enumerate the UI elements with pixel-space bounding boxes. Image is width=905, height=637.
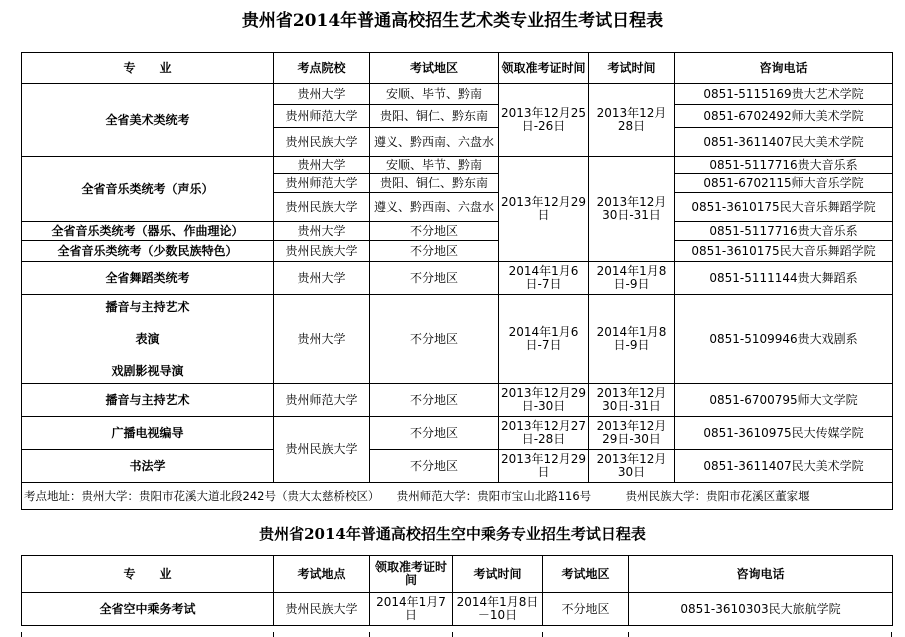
exam-time-cell: 2014年1月8日-9日 [589,295,675,384]
table-row [22,262,893,295]
region-cell: 安顺、毕节、黔南 [370,84,499,105]
region-cell: 贵阳、铜仁、黔东南 [370,174,499,193]
exam-time-cell: 2013年12月28日 [589,84,675,157]
header-phone: 咨询电话 [629,556,893,593]
ticket-time-cell: 2014年1月6日-7日 [499,262,589,295]
phone-cell: 0851-6700795师大文学院 [675,384,893,417]
region-cell: 不分地区 [370,262,499,295]
region-cell: 不分地区 [370,450,499,483]
exam-time-cell: 2014年1月8日－10日 [453,593,543,626]
header-school: 考点院校 [274,53,370,84]
school-cell: 贵州民族大学 [274,193,370,222]
region-cell: 安顺、毕节、黔南 [370,157,499,174]
region-cell: 遵义、黔西南、六盘水 [370,128,499,157]
region-cell: 不分地区 [370,295,499,384]
ticket-time-cell: 2013年12月29日 [499,157,589,262]
header-region: 考试地区 [370,53,499,84]
phone-cell: 0851-6702492师大美术学院 [675,105,893,128]
region-cell: 不分地区 [370,222,499,241]
table-row [22,157,893,174]
major-cell: 播音与主持艺术 [22,384,274,417]
school-cell: 贵州大学 [274,262,370,295]
major-cell: 全省音乐类统考（少数民族特色） [22,241,274,262]
major-line: 播音与主持艺术 [105,300,190,314]
exam-time-cell: 2013年12月30日-31日 [589,384,675,417]
phone-cell: 0851-6702115师大音乐学院 [675,174,893,193]
phone-cell: 0851-3610175民大音乐舞蹈学院 [675,193,893,222]
header-place: 考试地点 [274,556,370,593]
school-cell: 贵州大学 [274,157,370,174]
school-cell: 贵州师范大学 [274,384,370,417]
major-cell: 全省音乐类统考（声乐） [22,157,274,222]
school-cell: 贵州师范大学 [274,105,370,128]
exam-time-cell: 2013年12月29日-30日 [589,417,675,450]
table-row [22,241,893,262]
phone-cell: 0851-3610975民大传媒学院 [675,417,893,450]
region-cell: 遵义、黔西南、六盘水 [370,193,499,222]
ticket-time-cell: 2014年1月7日 [370,593,453,626]
sub-title: 贵州省2014年普通高校招生空中乘务专业招生考试日程表 [259,525,646,543]
school-cell: 贵州师范大学 [274,174,370,193]
school-cell: 贵州大学 [274,222,370,241]
ticket-time-cell: 2013年12月29日 [499,450,589,483]
header-exam-time: 考试时间 [589,53,675,84]
major-cell: 书法学 [22,450,274,483]
region-cell: 贵阳、铜仁、黔东南 [370,105,499,128]
art-schedule-table [21,52,893,510]
exam-time-cell: 2013年12月30日 [589,450,675,483]
major-cell: 全省舞蹈类统考 [22,262,274,295]
header-ticket-time: 领取准考证时间 [499,53,589,84]
region-cell: 不分地区 [370,384,499,417]
ticket-time-cell: 2014年1月6日-7日 [499,295,589,384]
school-cell: 贵州民族大学 [274,241,370,262]
phone-cell: 0851-5111144贵大舞蹈系 [675,262,893,295]
school-cell: 贵州大学 [274,84,370,105]
page-title: 贵州省2014年普通高校招生艺术类专业招生考试日程表 [241,11,664,31]
exam-time-cell: 2013年12月30日-31日 [589,157,675,262]
phone-cell: 0851-3611407民大美术学院 [675,128,893,157]
region-cell: 不分地区 [370,241,499,262]
flight-attendant-table [21,555,893,626]
school-cell: 贵州民族大学 [274,417,370,483]
table-header-row [22,53,893,84]
exam-time-cell: 2014年1月8日-9日 [589,262,675,295]
header-major: 专 业 [22,556,274,593]
table-row [22,295,893,384]
table-row [22,222,893,241]
cropped-table-edge [0,629,905,637]
phone-cell: 0851-5117716贵大音乐系 [675,157,893,174]
address-note-row [22,483,893,510]
region-cell: 不分地区 [370,417,499,450]
phone-cell: 0851-5109946贵大戏剧系 [675,295,893,384]
table-row [22,417,893,450]
address-note: 考点地址：贵州大学：贵阳市花溪大道北段242号（贵大太慈桥校区） 贵州师范大学：贵阳市宝山北路116号 贵州民族大学：贵阳市花溪区董家堰 [22,483,893,510]
place-cell: 贵州民族大学 [274,593,370,626]
major-cell-combined [22,295,274,384]
header-ticket-time: 领取准考证时间 [370,556,453,593]
table-row [22,384,893,417]
phone-cell: 0851-3610303民大旅航学院 [629,593,893,626]
major-cell: 全省美术类统考 [22,84,274,157]
major-line: 表演 [135,332,160,346]
major-line: 戏剧影视导演 [111,364,184,378]
table-header-row [22,556,893,593]
table-row [22,84,893,105]
major-cell: 全省音乐类统考（器乐、作曲理论） [22,222,274,241]
major-cell: 全省空中乘务考试 [22,593,274,626]
header-region: 考试地区 [543,556,629,593]
ticket-time-cell: 2013年12月25日-26日 [499,84,589,157]
school-cell: 贵州民族大学 [274,128,370,157]
phone-cell: 0851-5115169贵大艺术学院 [675,84,893,105]
school-cell: 贵州大学 [274,295,370,384]
header-phone: 咨询电话 [675,53,893,84]
header-major: 专 业 [22,53,274,84]
ticket-time-cell: 2013年12月27日-28日 [499,417,589,450]
ticket-time-cell: 2013年12月29日-30日 [499,384,589,417]
table-row [22,450,893,483]
phone-cell: 0851-5117716贵大音乐系 [675,222,893,241]
phone-cell: 0851-3610175民大音乐舞蹈学院 [675,241,893,262]
header-exam-time: 考试时间 [453,556,543,593]
major-cell: 广播电视编导 [22,417,274,450]
region-cell: 不分地区 [543,593,629,626]
phone-cell: 0851-3611407民大美术学院 [675,450,893,483]
table-row [22,593,893,626]
